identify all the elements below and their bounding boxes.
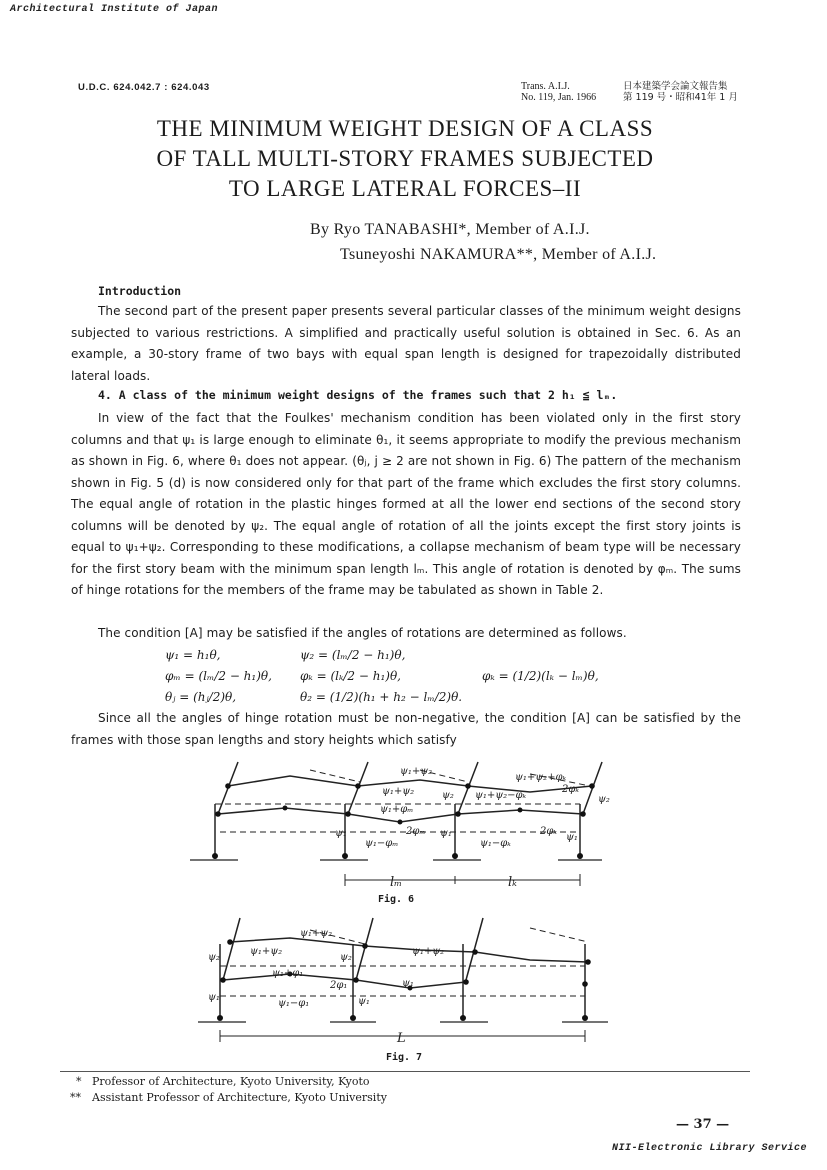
fig6-label-psi1-phik: ψ₁−φₖ: [480, 838, 511, 849]
fig6-label-psi12-phik: ψ₁+ψ₂−φₖ: [475, 790, 527, 801]
page-number: — 37 —: [676, 1117, 730, 1132]
equation-phi-k-1: φₖ = (lₖ/2 − h₁)θ,: [300, 669, 401, 683]
paper-title: [0, 114, 810, 204]
journal-issue-jp: 第 119 号・昭和41年 1 月: [623, 92, 738, 103]
title-line-3: TO LARGE LATERAL FORCES–II: [228, 176, 582, 201]
fig7-label-psi2-mid: ψ₂: [340, 952, 352, 963]
figure-7-caption: Fig. 7: [385, 1052, 423, 1063]
library-footer: NII-Electronic Library Service: [612, 1143, 808, 1154]
fig6-label-psi1-b: ψ₁: [440, 828, 452, 839]
fig7-label-psi12-top: ψ₁+ψ₂: [300, 928, 333, 939]
fig7-label-psi1-left: ψ₁: [208, 992, 220, 1003]
equation-theta-j: θⱼ = (hⱼ/2)θ,: [165, 690, 237, 704]
fig7-label-psi1-phi1-plus: ψ₁+φ₁: [272, 968, 304, 979]
section-4-heading: 4. A class of the minimum weight designs of the frames such that 2 h₁ ≦ lₘ.: [98, 388, 618, 402]
title-line-2: OF TALL MULTI-STORY FRAMES SUBJECTED: [156, 146, 654, 171]
footnote-2: Assistant Professor of Architecture, Kyoto University: [92, 1091, 387, 1104]
journal-name-jp: 日本建築学会論文報告集: [623, 81, 728, 92]
fig6-label-2phik: 2φₖ: [540, 826, 558, 837]
section-4-paragraph-3: Since all the angles of hinge rotation must be non-negative, the condition [A] can be satisfied by the frames with those span lengths and story heights which satisfy: [71, 711, 741, 747]
fig6-label-2phim: 2φₘ: [406, 826, 426, 837]
fig7-label-psi1-mid: ψ₁: [358, 996, 370, 1007]
section-4-paragraph-2: The condition [A] may be satisfied if the angles of rotations are determined as follows.: [98, 626, 627, 640]
fig6-label-psi1-phim-minus: ψ₁−φₘ: [365, 838, 399, 849]
fig6-label-psi2-right: ψ₂: [598, 794, 610, 805]
fig6-label-psi2-left: ψ₂: [442, 790, 454, 801]
author-line-1: By Ryo TANABASHI*, Member of A.I.J.: [310, 221, 590, 238]
figure-7-diagram: [190, 912, 620, 1052]
equation-theta-2: θ₂ = (1/2)(h₁ + h₂ − lₘ/2)θ.: [300, 690, 463, 704]
equation-phi-m: φₘ = (lₘ/2 − h₁)θ,: [165, 669, 272, 683]
fig6-dimension-lk: lₖ: [508, 875, 517, 890]
footnote-1-mark: *: [76, 1075, 82, 1088]
equation-psi1: ψ₁ = h₁θ,: [165, 648, 221, 662]
fig6-dimension-lm: lₘ: [390, 875, 403, 890]
author-line-2: Tsuneyoshi NAKAMURA**, Member of A.I.J.: [340, 246, 657, 263]
journal-name: Trans. A.I.J.: [521, 81, 570, 92]
fig7-label-psi1-phi1-minus: ψ₁−φ₁: [278, 998, 310, 1009]
fig6-label-2phik-top: 2φₖ: [562, 784, 580, 795]
fig6-label-psi1-c: ψ₁: [566, 832, 578, 843]
journal-issue: No. 119, Jan. 1966: [521, 92, 597, 103]
introduction-heading: Introduction: [98, 284, 182, 298]
fig6-label-psi12-mid: ψ₁+ψ₂: [382, 786, 415, 797]
fig6-label-psi12-top: ψ₁+ψ₂: [400, 766, 433, 777]
fig7-label-2phi1: 2φ₁: [330, 980, 348, 991]
journal-info: [521, 81, 596, 103]
fig6-label-psi12-phik-plus: ψ₁+ψ₂+φₖ: [515, 772, 567, 783]
fig7-label-psi2-left: ψ₂: [208, 952, 220, 963]
figure-6-diagram: [190, 752, 620, 892]
figure-6-caption: Fig. 6: [377, 894, 415, 905]
footnote-2-mark: **: [70, 1091, 81, 1104]
fig6-label-psi1-a: ψ₁: [335, 828, 347, 839]
fig7-dimension-L: L: [397, 1031, 406, 1046]
equation-psi2: ψ₂ = (lₘ/2 − h₁)θ,: [300, 648, 406, 662]
institute-header: Architectural Institute of Japan: [10, 4, 219, 15]
section-4-paragraph-1: In view of the fact that the Foulkes' mechanism condition has been violated only in the first story columns and that ψ₁ is large enough to eliminate θ₁, it seems appropriate to modify the previous mechanism as shown in Fig. 6, where θ₁ does not appear. (θⱼ, j ≥ 2 are not shown in Fig. 6) The pattern of the mechanism shown in Fig. 5 (d) is now considered only for that part of the frame which excludes the first story columns. The equal angle of rotation in the plastic hinges formed at all the lower end sections of the second story columns will be denoted by ψ₂. The equal angle of rotation of all the joints except the first story joints is equal to ψ₁+ψ₂. Corresponding to these modifications, a collapse mechanism of beam type will be necessary for the first story beam with the minimum span length lₘ. This angle of rotation is denoted by φₘ. The sums of hinge rotations for the members of the frame may be tabulated as shown in Table 2.: [71, 411, 741, 597]
introduction-paragraph: The second part of the present paper presents several particular classes of the minimum weight designs subjected to various restrictions. A simplified and practically useful solution is obtained in Sec. 6. As an example, a 30-story frame of two bays with equal span length is designed for trapezoidally distributed lateral loads.: [71, 304, 741, 383]
fig7-label-psi12-right: ψ₁+ψ₂: [412, 946, 445, 957]
footnote-rule: [60, 1071, 750, 1072]
fig7-label-psi12-left: ψ₁+ψ₂: [250, 946, 283, 957]
udc-code: U.D.C. 624.042.7 : 624.043: [78, 82, 210, 93]
fig6-label-psi1-phim-plus: ψ₁+φₘ: [380, 804, 414, 815]
equation-phi-k-2: φₖ = (1/2)(lₖ − lₘ)θ,: [482, 669, 599, 683]
footnote-1: Professor of Architecture, Kyoto University, Kyoto: [92, 1075, 370, 1088]
title-line-1: THE MINIMUM WEIGHT DESIGN OF A CLASS: [156, 116, 654, 141]
fig7-label-psi1-beam: ψ₁: [402, 978, 414, 989]
journal-info-japanese: [623, 81, 738, 103]
